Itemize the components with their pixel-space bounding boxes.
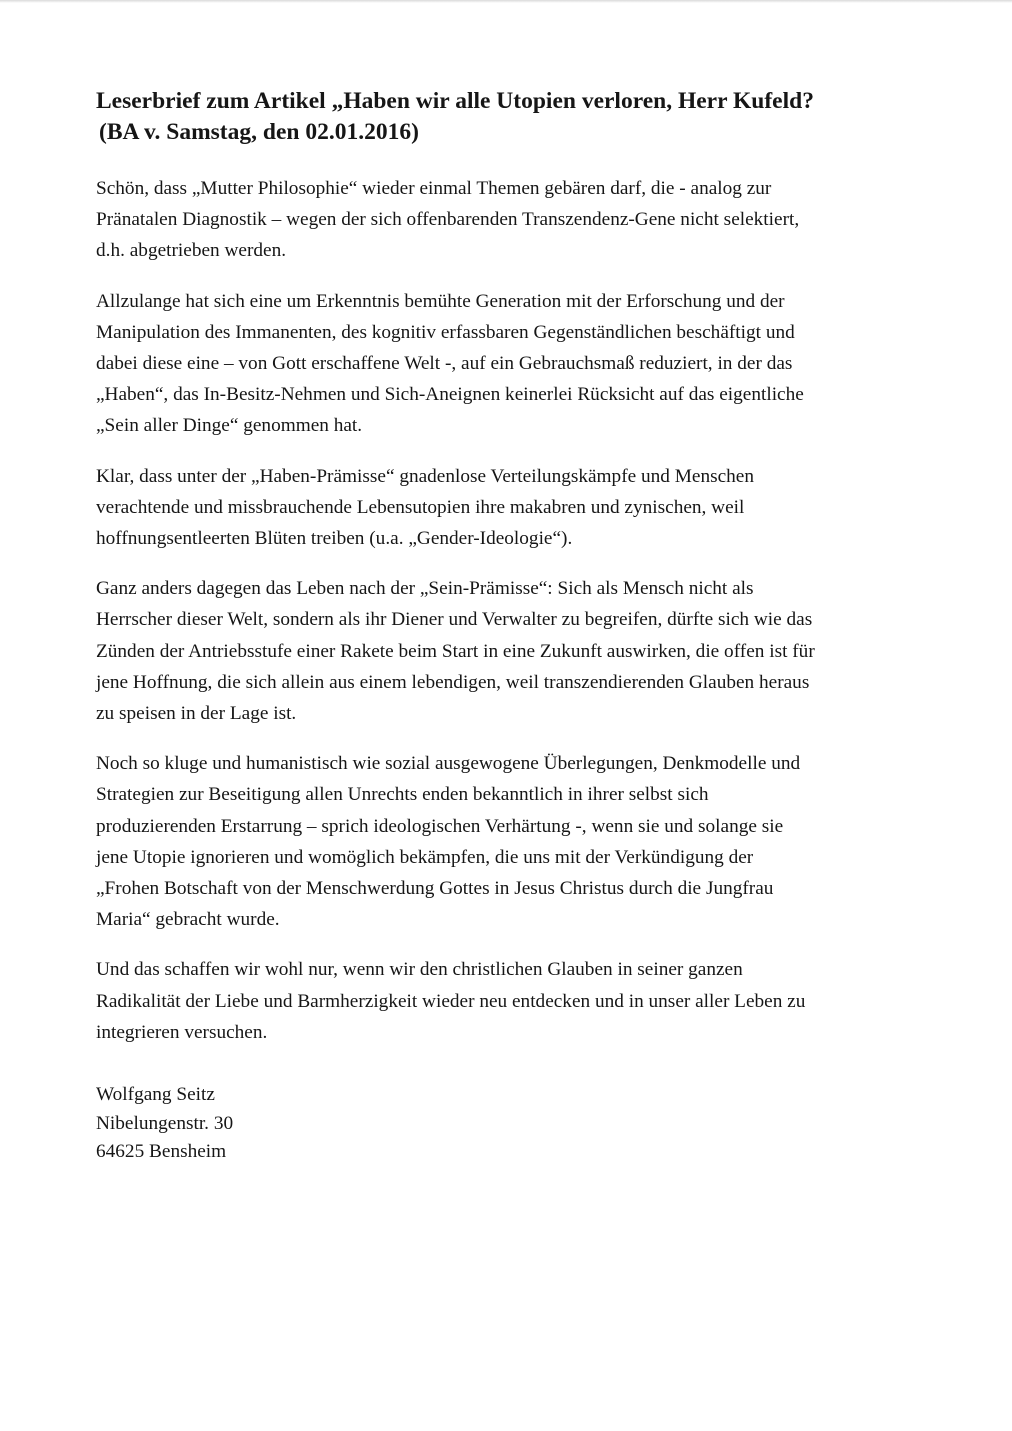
signature-name: Wolfgang Seitz [96,1084,215,1106]
title-line-1: Leserbrief zum Artikel „Haben wir alle Utopien verloren, Herr Kufeld? [96,88,814,114]
signature-street: Nibelungenstr. 30 [96,1112,234,1134]
signature-block [96,1081,986,1167]
paragraph-line: jene Hoffnung, die sich allein aus einem lebendigen, weil transzendierenden Glauben heraus [96,671,810,693]
letter-title [96,86,986,148]
letter-paragraphs [96,173,986,1048]
paragraph-line: Noch so kluge und humanistisch wie sozial ausgewogene Überlegungen, Denkmodelle und [96,753,801,775]
signature-city: 64625 Bensheim [96,1141,227,1163]
paragraph-1 [96,173,986,267]
paragraph-line: Herrscher dieser Welt, sondern als ihr Diener und Verwalter zu begreifen, dürfte sich wie das [96,609,813,631]
paragraph-line: Ganz anders dagegen das Leben nach der „Sein-Prämisse“: Sich als Mensch nicht als [96,578,754,600]
paragraph-line: Klar, dass unter der „Haben-Prämisse“ gnadenlose Verteilungskämpfe und Menschen [96,465,754,487]
paragraph-line: Radikalität der Liebe und Barmherzigkeit wieder neu entdecken und in unser aller Leben zu [96,990,806,1012]
paragraph-line: produzierenden Erstarrung – sprich ideologischen Verhärtung -, wenn sie und solange sie [96,815,784,837]
paragraph-line: „Sein aller Dinge“ genommen hat. [96,415,363,437]
paragraph-line: Maria“ gebracht wurde. [96,909,280,931]
paragraph-4 [96,573,986,729]
paragraph-line: Strategien zur Beseitigung allen Unrechts enden bekanntlich in ihrer selbst sich [96,784,709,806]
paragraph-line: Pränatalen Diagnostik – wegen der sich offenbarenden Transzendenz-Gene nicht selektiert, [96,209,800,231]
paragraph-line: verachtende und missbrauchende Lebensutopien ihre makabren und zynischen, weil [96,496,745,518]
letter-body [96,86,986,1167]
paragraph-6 [96,954,986,1048]
paragraph-line: Allzulange hat sich eine um Erkenntnis bemühte Generation mit der Erforschung und der [96,290,785,312]
paragraph-line: hoffnungsentleerten Blüten treiben (u.a. „Gender-Ideologie“). [96,528,573,550]
paragraph-line: jene Utopie ignorieren und womöglich bekämpfen, die uns mit der Verkündigung der [96,846,754,868]
paragraph-line: „Haben“, das In-Besitz-Nehmen und Sich-Aneignen keinerlei Rücksicht auf das eigentliche [96,384,804,406]
paragraph-line: integrieren versuchen. [96,1021,268,1043]
paragraph-3 [96,461,986,555]
title-line-2: (BA v. Samstag, den 02.01.2016) [99,119,419,145]
paragraph-5 [96,748,986,935]
paragraph-line: Manipulation des Immanenten, des kognitiv erfassbaren Gegenständlichen beschäftigt und [96,321,795,343]
scan-edge-shadow [0,0,1012,3]
paragraph-line: d.h. abgetrieben werden. [96,240,287,262]
paragraph-line: „Frohen Botschaft von der Menschwerdung Gottes in Jesus Christus durch die Jungfrau [96,878,774,900]
paragraph-line: dabei diese eine – von Gott erschaffene Welt -, auf ein Gebrauchsmaß reduziert, in der das [96,353,793,375]
paragraph-line: Und das schaffen wir wohl nur, wenn wir den christlichen Glauben in seiner ganzen [96,959,743,981]
paragraph-2 [96,286,986,442]
paragraph-line: zu speisen in der Lage ist. [96,703,297,725]
paragraph-line: Schön, dass „Mutter Philosophie“ wieder einmal Themen gebären darf, die - analog zur [96,178,772,199]
paragraph-line: Zünden der Antriebsstufe einer Rakete beim Start in eine Zukunft auswirken, die offen ist für [96,640,815,662]
